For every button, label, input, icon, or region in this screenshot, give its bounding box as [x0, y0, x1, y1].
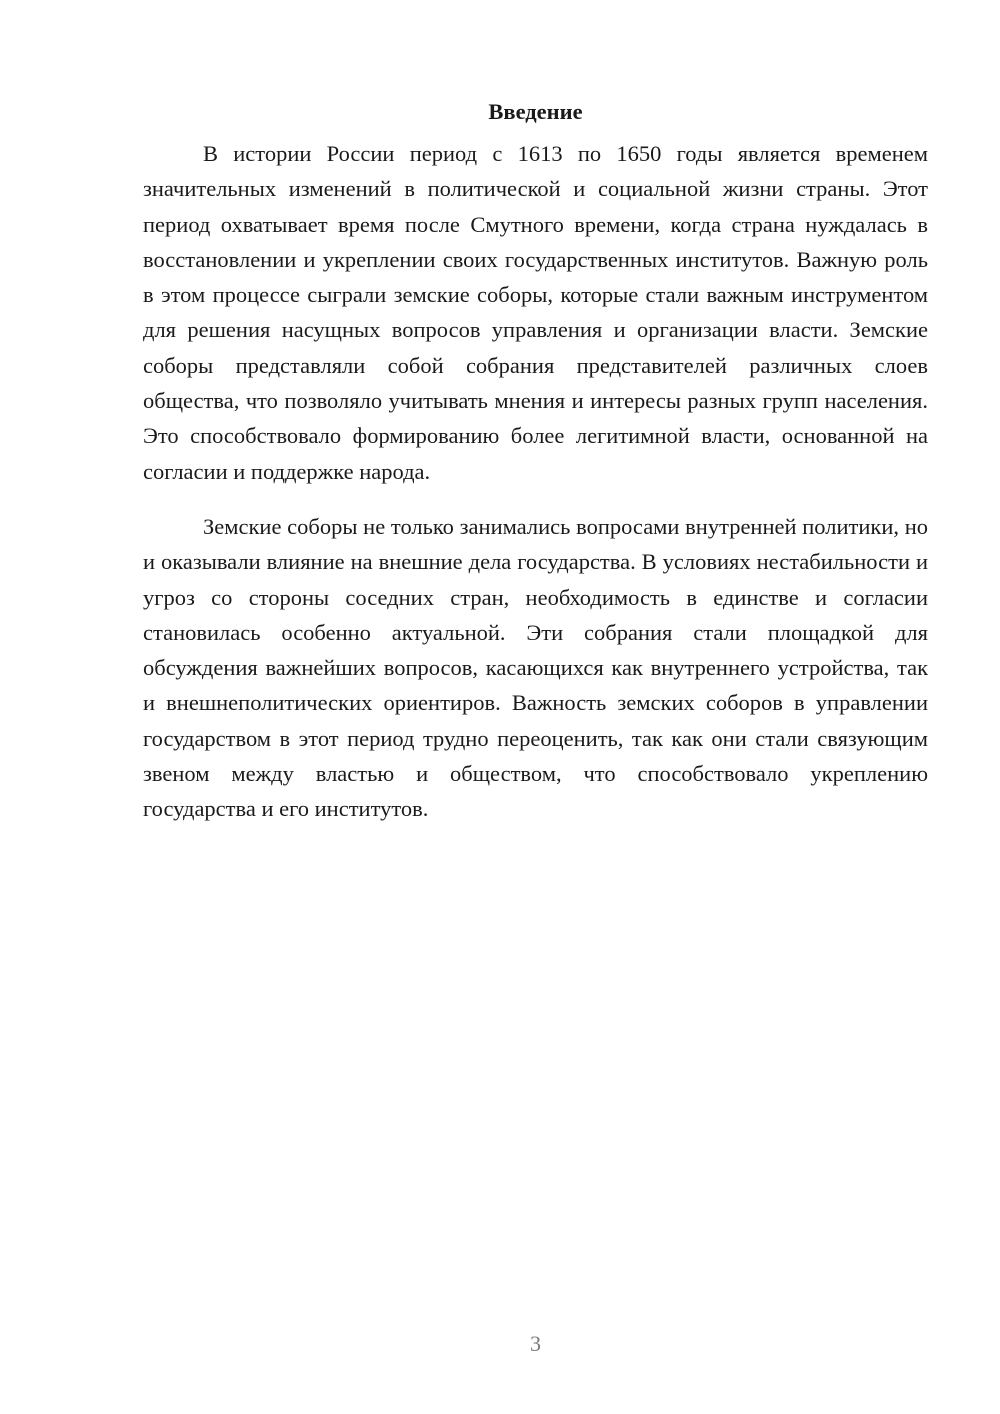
page-number: 3	[530, 1331, 541, 1356]
section-heading: Введение	[488, 99, 583, 124]
paragraph-1: В истории России период с 1613 по 1650 годы является временем значительных изменений в политической и социальной жизни страны. Этот период охватывает время после Смутного времени, когда страна нуждалась в восстановлении и укреплении своих государственных институтов. Важную роль в этом процессе сыграли земские соборы, которые стали важным инструментом для решения насущных вопросов управления и организации власти. Земские соборы представляли собой собрания представителей различных слоев общества, что позволяло учитывать мнения и интересы разных групп населения. Это способствовало формированию более легитимной власти, основанной на согласии и поддержке народа.	[143, 141, 928, 484]
page-content	[143, 96, 928, 827]
paragraph-2: Земские соборы не только занимались вопросами внутренней политики, но и оказывали влияние на внешние дела государства. В условиях нестабильности и угроз со стороны соседних стран, необходимость в единстве и согласии становилась особенно актуальной. Эти собрания стали площадкой для обсуждения важнейших вопросов, касающихся как внутреннего устройства, так и внешнеполитических ориентиров. Важность земских соборов в управлении государством в этот период трудно переоценить, так как они стали связующим звеном между властью и обществом, что способствовало укреплению государства и его институтов.	[143, 513, 928, 822]
